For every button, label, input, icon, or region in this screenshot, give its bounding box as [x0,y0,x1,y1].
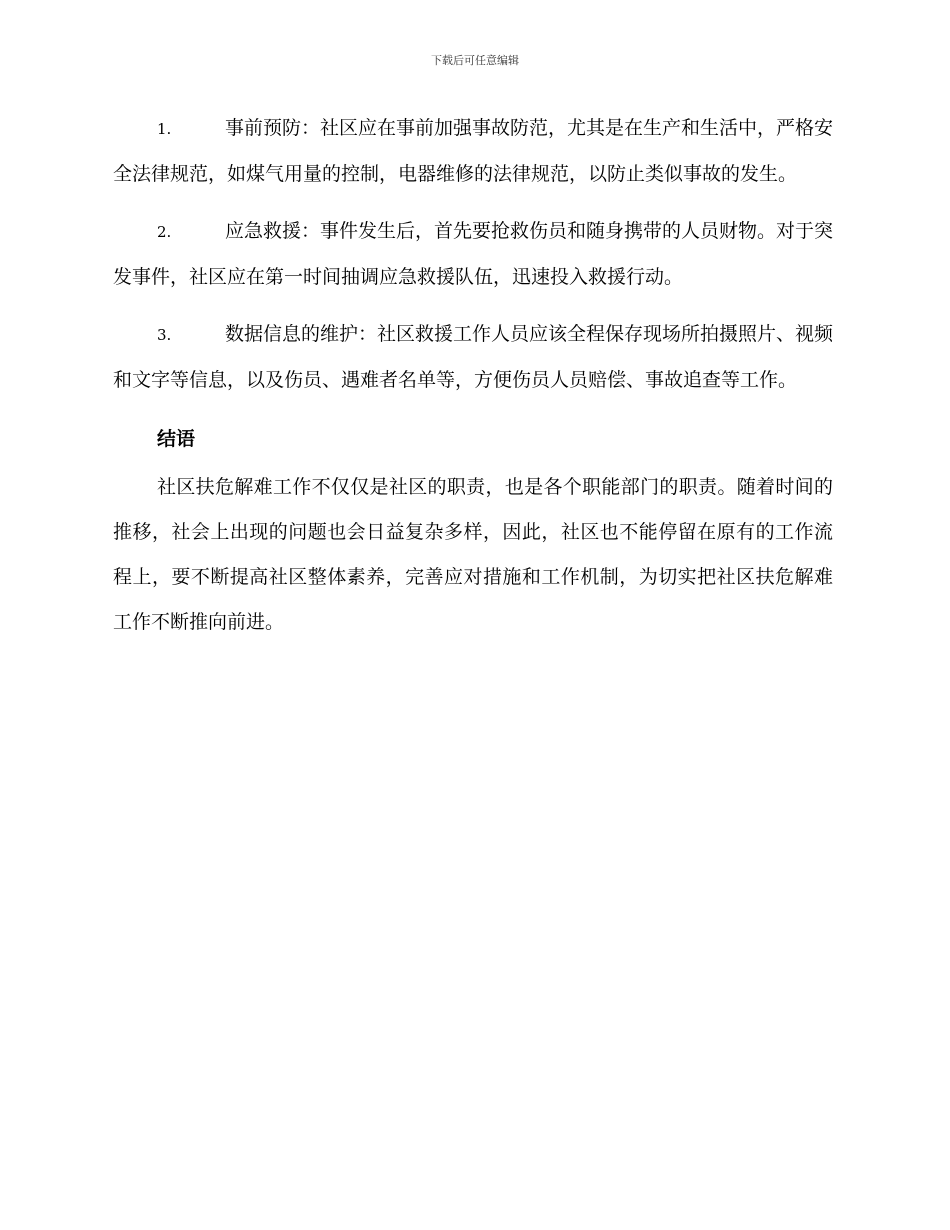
list-item-prevention [113,106,833,197]
list-item-text: 事前预防：社区应在事前加强事故防范，尤其是在生产和生活中，严格安全法律规范，如煤气用量的控制，电器维修的法律规范，以防止类似事故的发生。 [113,117,834,185]
list-item-data-maintenance [113,312,833,403]
section-heading-conclusion: 结语 [157,428,196,450]
conclusion-paragraph: 社区扶危解难工作不仅仅是社区的职责，也是各个职能部门的职责。随着时间的推移，社会上出现的问题也会日益复杂多样，因此，社区也不能停留在原有的工作流程上，要不断提高社区整体素养，完善应对措施和工作机制，为切实把社区扶危解难工作不断推向前进。 [113,476,833,633]
list-item-text: 应急救援：事件发生后，首先要抢救伤员和随身携带的人员财物。对于突发事件，社区应在第一时间抽调应急救援队伍，迅速投入救援行动。 [113,220,834,288]
list-item-number: 3. [157,326,172,344]
document-body [113,106,833,657]
page-header: 下载后可任意编辑 [431,54,519,67]
list-item-number: 2. [157,223,172,241]
list-item-text: 数据信息的维护：社区救援工作人员应该全程保存现场所拍摄照片、视频和文字等信息，以及伤员、遇难者名单等，方便伤员人员赔偿、事故追查等工作。 [113,323,834,391]
list-item-rescue [113,209,833,300]
list-item-number: 1. [157,120,172,138]
